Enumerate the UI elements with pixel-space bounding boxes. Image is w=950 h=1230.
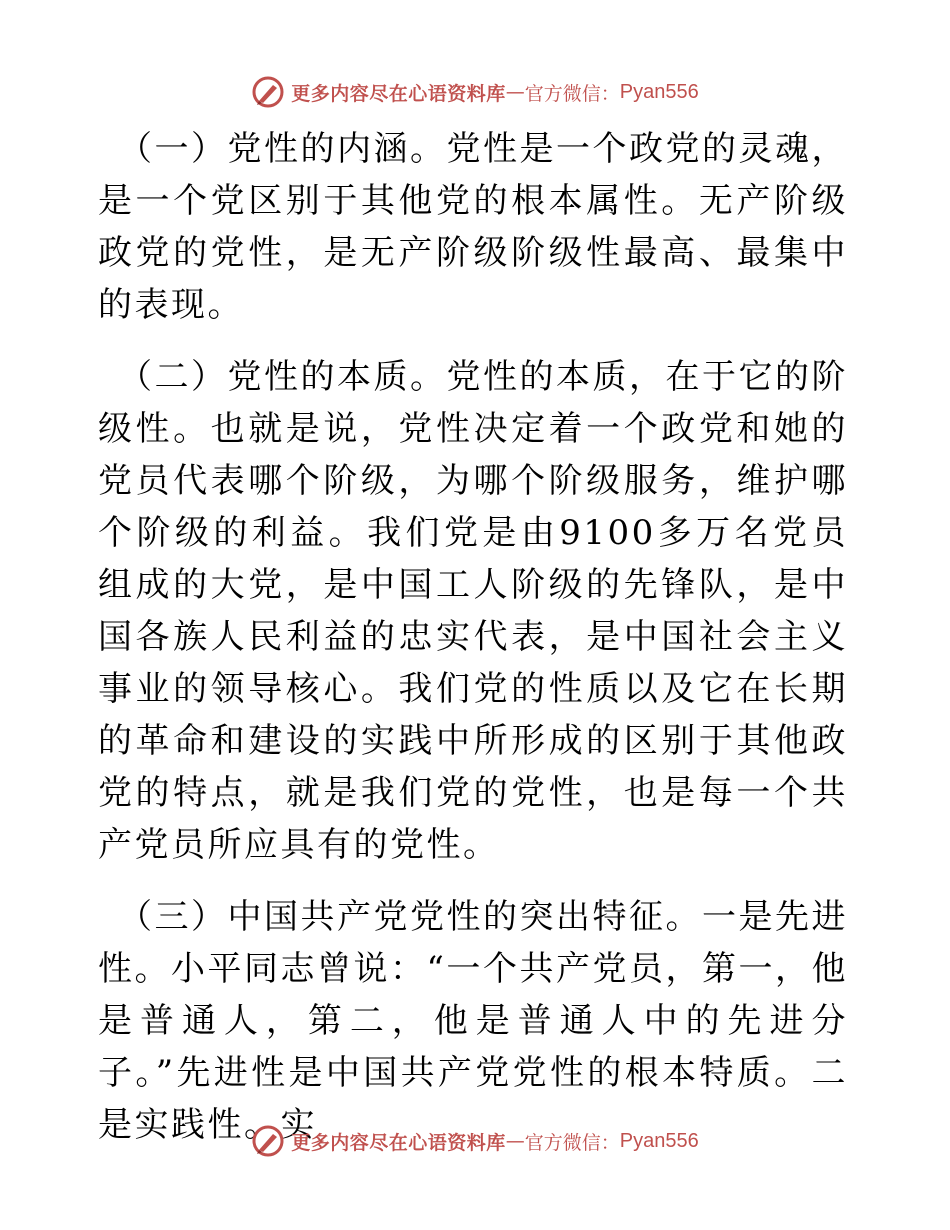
paragraph-party-nature-meaning: （一）党性的内涵。党性是一个政党的灵魂，是一个党区别于其他党的根本属性。无产阶级政党的党性，是无产阶级阶级性最高、最集中的表现。 xyxy=(98,129,848,325)
footer-wechat-label: 官方微信： xyxy=(524,1131,620,1154)
footer-banner xyxy=(0,1121,950,1161)
footer-wechat-id: Pyan556 xyxy=(619,1129,699,1152)
header-separator: — xyxy=(505,81,525,103)
paragraph-party-nature-essence: （二）党性的本质。党性的本质，在于它的阶级性。也就是说，党性决定着一个政党和她的党员代表哪个阶级，为哪个阶级服务，维护哪个阶级的利益。我们党是由9100多万名党员组成的大党，是中国工人阶级的先锋队，是中国各族人民利益的忠实代表，是中国社会主义事业的领导核心。我们党的性质以及它在长期的革命和建设的实践中所形成的区别于其他政党的特点，就是我们党的党性，也是每一个共产党员所应具有的党性。 xyxy=(98,357,848,865)
header-banner xyxy=(0,72,950,112)
document-body xyxy=(98,123,848,1171)
footer-brand-text: 更多内容尽在心语资料库 xyxy=(291,1131,506,1154)
header-brand-text: 更多内容尽在心语资料库 xyxy=(291,82,506,105)
header-wechat-label: 官方微信： xyxy=(524,82,620,105)
pen-logo-icon xyxy=(251,75,285,109)
pen-logo-icon xyxy=(251,1124,285,1158)
header-wechat-id: Pyan556 xyxy=(619,80,699,103)
footer-separator: — xyxy=(505,1130,525,1152)
paragraph-party-nature-features: （三）中国共产党党性的突出特征。一是先进性。小平同志曾说：“一个共产党员，第一，他是普通人，第二，他是普通人中的先进分子。”先进性是中国共产党党性的根本特质。二是实践性。实 xyxy=(98,897,848,1145)
